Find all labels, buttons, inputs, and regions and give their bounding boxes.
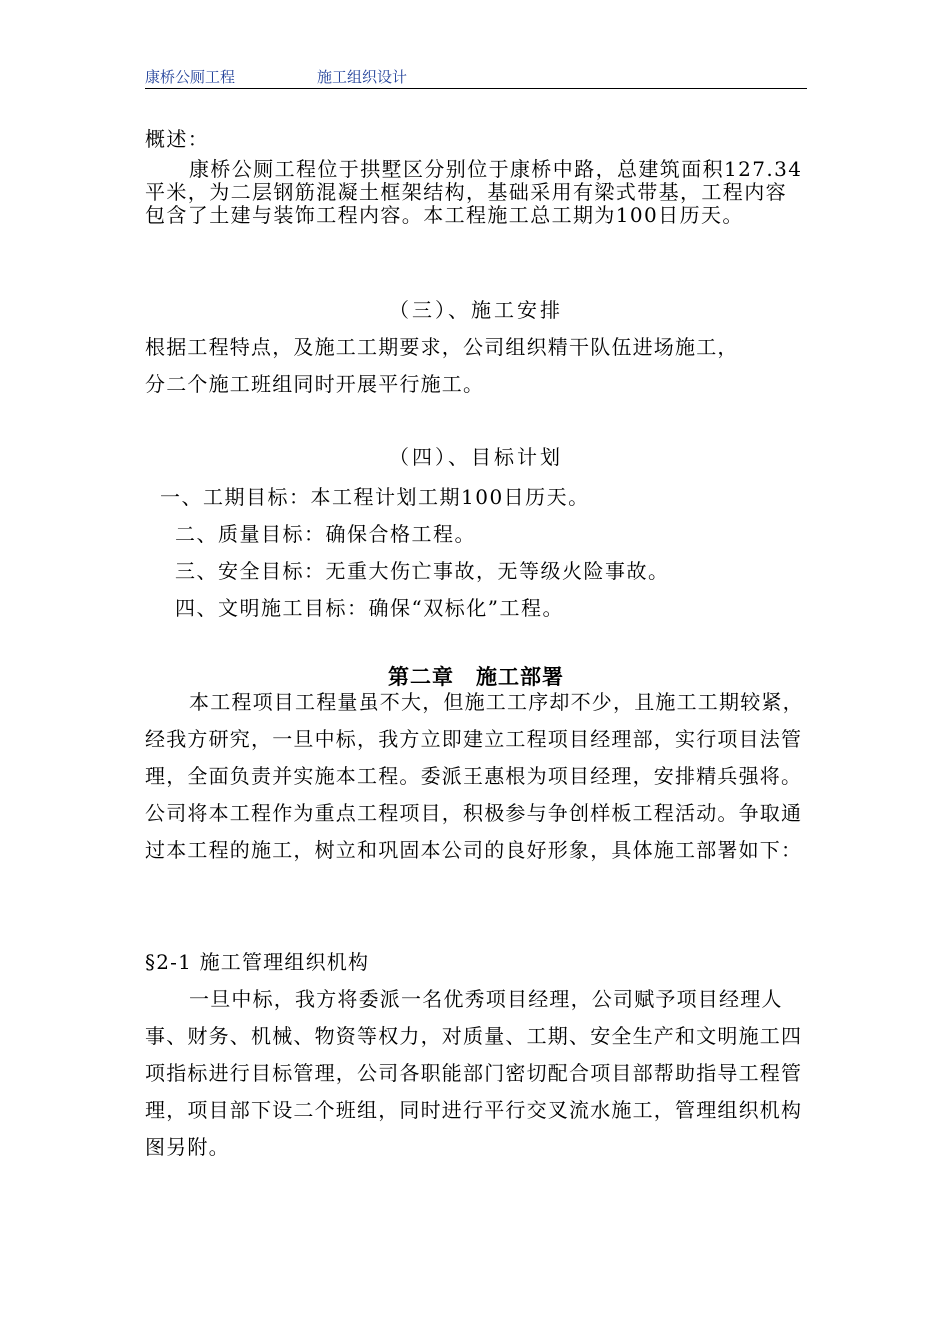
- goal-item-civilized: 四、文明施工目标：确保“双标化”工程。: [175, 596, 564, 620]
- overview-paragraph: 康桥公厕工程位于拱墅区分别位于康桥中路，总建筑面积127.34平米，为二层钢筋混凝土框架结构，基础采用有梁式带基，工程内容包含了土建与装饰工程内容。本工程施工总工期为100日历天。: [145, 157, 803, 227]
- page-header: [145, 64, 807, 89]
- section-2-1-title: §2-1 施工管理组织机构: [145, 950, 370, 974]
- goal-item-safety: 三、安全目标：无重大伤亡事故，无等级火险事故。: [175, 559, 670, 583]
- chapter-title: 第二章 施工部署: [388, 665, 564, 689]
- header-document-type: 施工组织设计: [317, 68, 408, 86]
- goals-title: （四）、目标计划: [389, 445, 563, 469]
- arrangement-title: （三）、施工安排: [389, 298, 563, 322]
- header-project-name: 康桥公厕工程: [145, 68, 236, 86]
- chapter2-intro-paragraph: 本工程项目工程量虽不大，但施工工序却不少，且施工工期较紧，经我方研究，一旦中标，我方立即建立工程项目经理部，实行项目法管理，全面负责并实施本工程。委派王惠根为项目经理，安排精兵强将。公司将本工程作为重点工程项目，积极参与争创样板工程活动。争取通过本工程的施工，树立和巩固本公司的良好形象，具体施工部署如下：: [145, 690, 804, 862]
- overview-section: [145, 126, 807, 227]
- arrangement-line-1: 根据工程特点，及施工工期要求，公司组织精干队伍进场施工，: [145, 335, 739, 359]
- goals-title-wrap: [145, 439, 807, 476]
- section-2-1-paragraph: 一旦中标，我方将委派一名优秀项目经理，公司赋予项目经理人事、财务、机械、物资等权力，对质量、工期、安全生产和文明施工四项指标进行目标管理，公司各职能部门密切配合项目部帮助指导工程管理，项目部下设二个班组，同时进行平行交叉流水施工，管理组织机构图另附。: [145, 987, 803, 1159]
- overview-heading: 概述：: [145, 127, 210, 151]
- section-2-1: [145, 944, 807, 1166]
- arrangement-line-2: 分二个施工班组同时开展平行施工。: [145, 372, 485, 396]
- goal-item-quality: 二、质量目标：确保合格工程。: [175, 522, 476, 546]
- chapter2-intro: [145, 684, 807, 869]
- goal-item-schedule: 一、工期目标：本工程计划工期100日历天。: [160, 485, 590, 509]
- arrangement-section: [145, 292, 807, 403]
